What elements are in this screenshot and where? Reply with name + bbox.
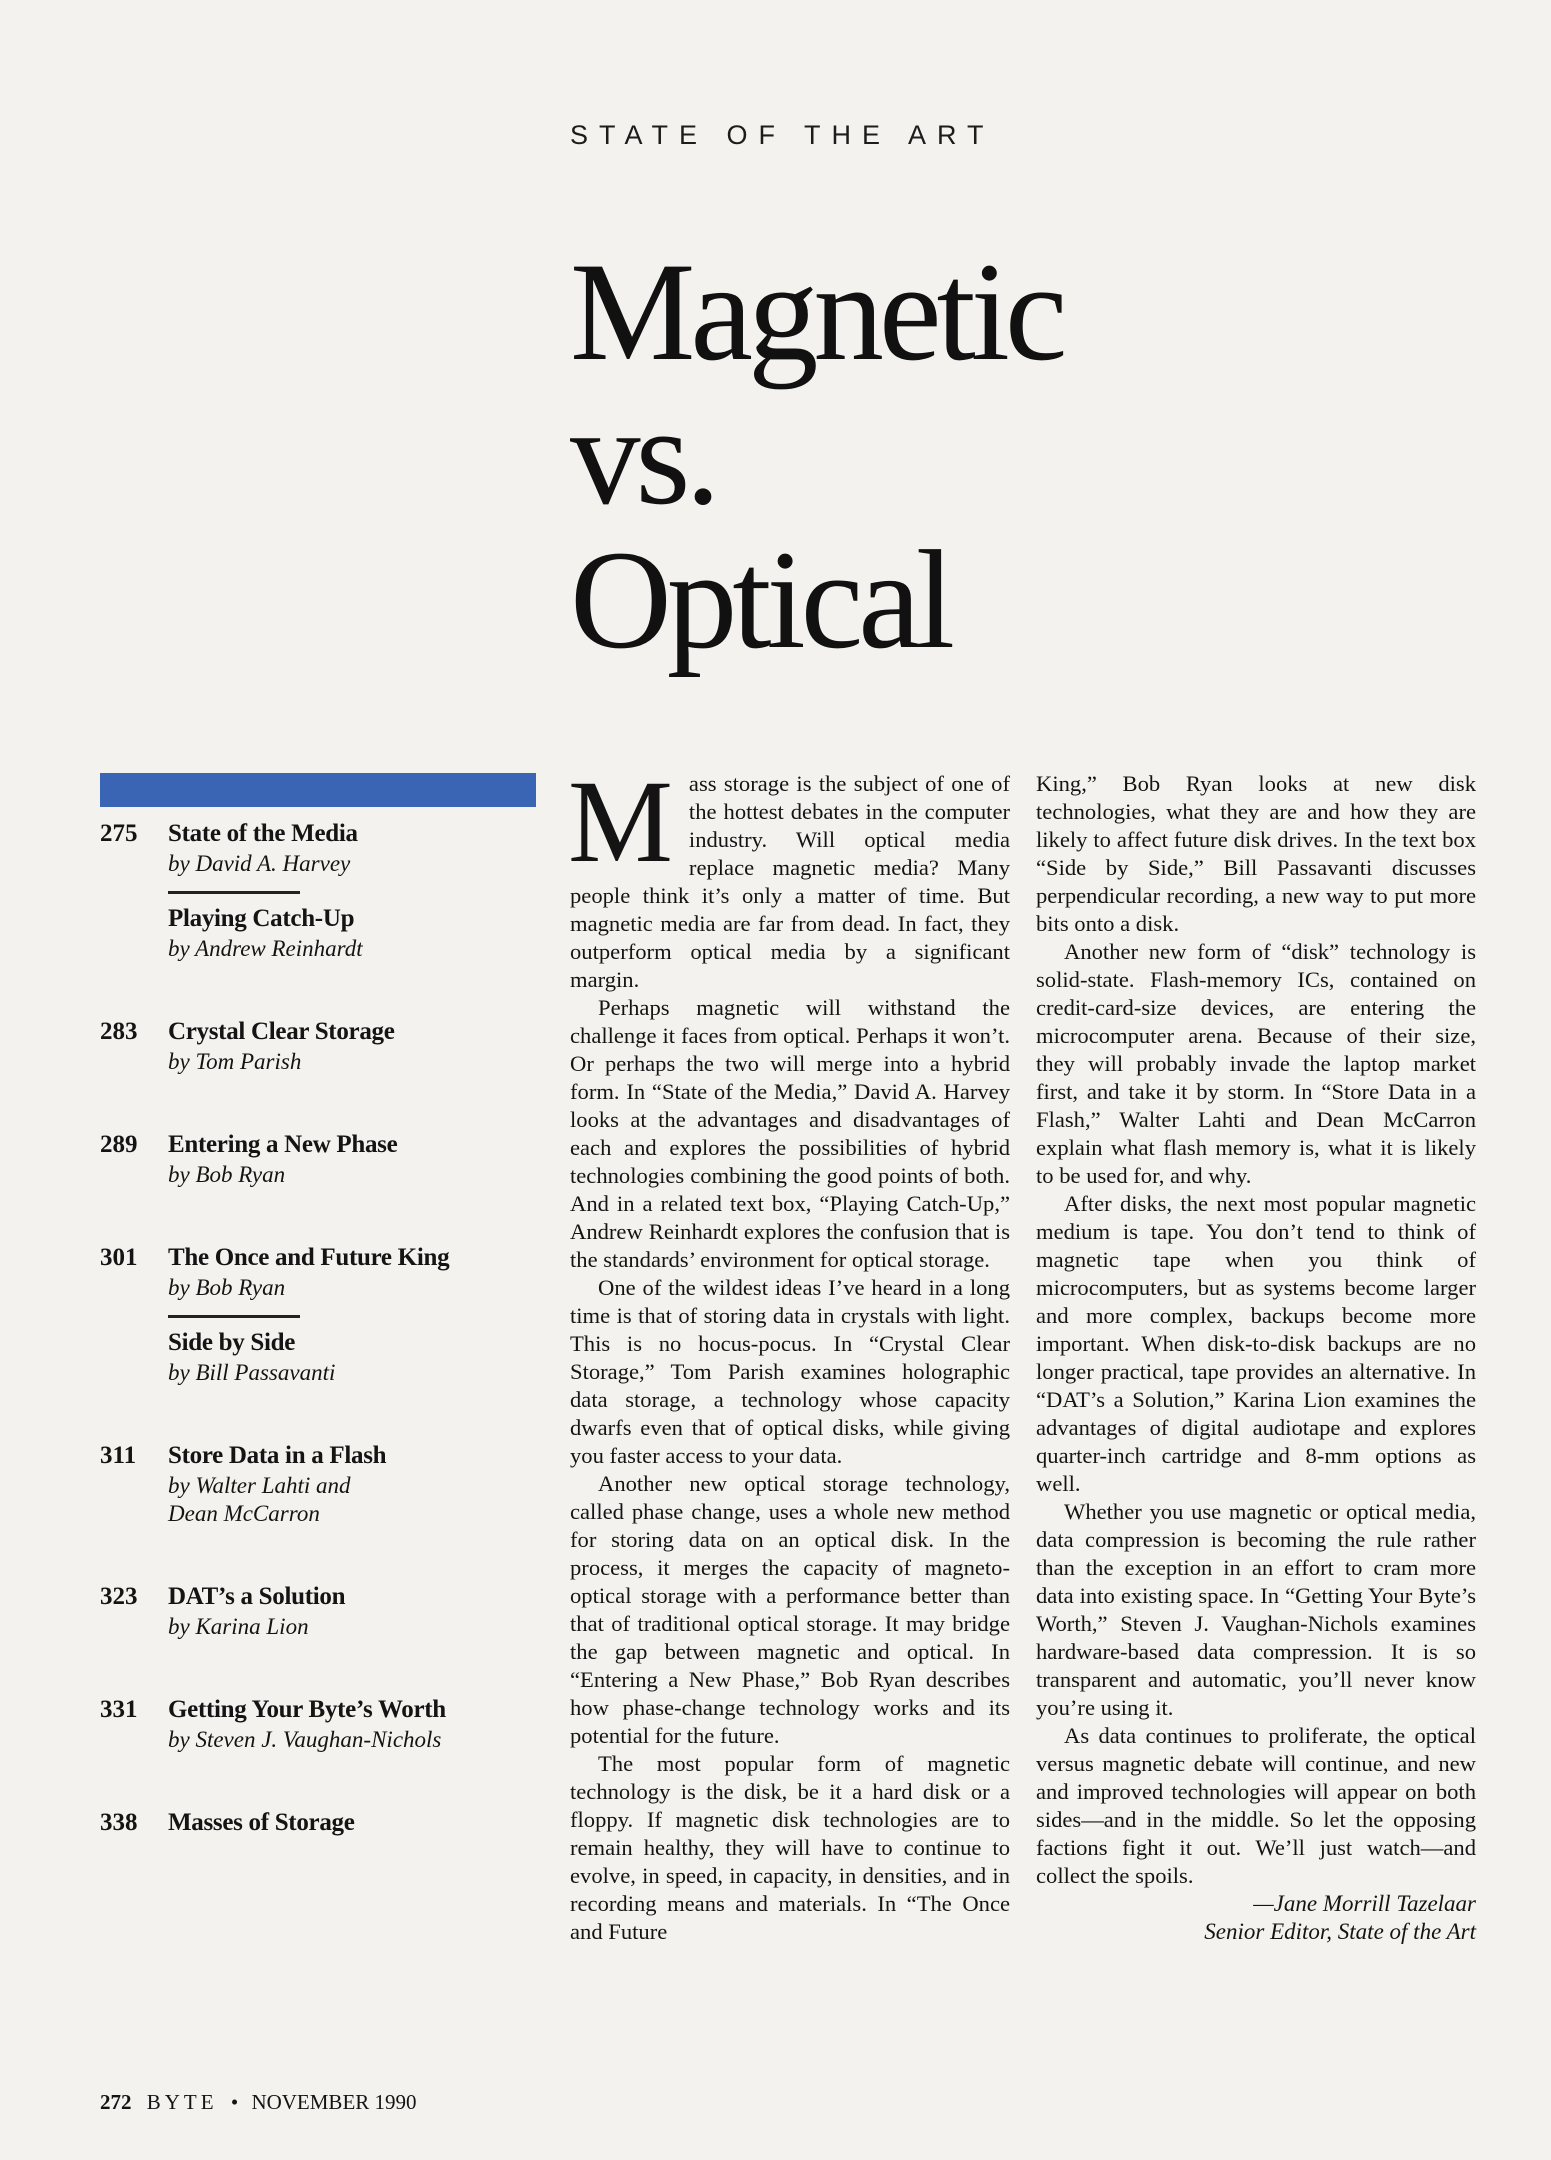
drop-cap: M — [568, 756, 673, 887]
title-line-1: Magnetic — [570, 234, 1063, 390]
toc-author-line: by Steven J. Vaughan-Nichols — [168, 1727, 442, 1752]
toc-divider — [168, 891, 300, 894]
article-paragraph: Another new optical storage technology, called phase change, uses a whole new method for storing data on an optical disk. In the process, it merges the capacity of magneto-optical storage with a performance better than that of traditional optical storage. It may bridge the gap between magnetic and optical. In “Entering a New Phase,” Bob Ryan describes how phase-change technology works and its potential for the future. — [570, 1471, 1010, 1748]
page-footer — [100, 2090, 417, 2115]
signature-title: Senior Editor, State of the Art — [1204, 1919, 1476, 1944]
toc-author — [168, 935, 363, 963]
toc-title: The Once and Future King — [168, 1244, 450, 1271]
article-paragraph: Whether you use magnetic or optical media, data compression is becoming the rule rather than the exception in an effort to cram more data into existing space. In “Getting Your Byte’s Worth,” Steven J. Vaughan-Nichols examines hardware-based data compression. It is so transparent and automatic, you’ll never know you’re using it. — [1036, 1499, 1476, 1720]
toc-author-line: Dean McCarron — [168, 1501, 320, 1526]
article-paragraph: Perhaps magnetic will withstand the challenge it faces from optical. Perhaps it won’t. Or perhaps the two will merge into a hybrid form. In “State of the Media,” David A. Harvey looks at the advantages and disadvantages of each and explores the possibilities of hybrid technologies combining the good points of both. And in a related text box, “Playing Catch-Up,” Andrew Reinhardt explores the confusion that is the standards’ environment for optical storage. — [570, 995, 1010, 1272]
toc-page-number: 289 — [100, 1131, 138, 1158]
footer-page-number: 272 — [100, 2090, 132, 2114]
toc-author — [168, 1613, 309, 1641]
toc-page-number: 283 — [100, 1018, 138, 1045]
article-paragraph: Another new form of “disk” technology is solid-state. Flash-memory ICs, contained on credit-card-size devices, are entering the microcomputer arena. Because of their size, they will probably invade the laptop market first, and take it by storm. In “Store Data in a Flash,” Walter Lahti and Dean McCarron explain what flash memory is, what it is likely to be used for, and why. — [1036, 939, 1476, 1188]
toc-author — [168, 1472, 351, 1528]
accent-bar — [100, 773, 536, 807]
footer-magazine: BYTE — [146, 2090, 218, 2114]
article-paragraph: One of the wildest ideas I’ve heard in a long time is that of storing data in crystals with light. This is no hocus-pocus. In “Crystal Clear Storage,” Tom Parish examines holographic data storage, a technology whose capacity dwarfs even that of optical disks, while giving you faster access to your data. — [570, 1275, 1010, 1468]
toc-author-line: by Bill Passavanti — [168, 1360, 336, 1385]
toc-title: Playing Catch-Up — [168, 905, 355, 932]
footer-separator: • — [230, 2090, 239, 2114]
toc-title: Masses of Storage — [168, 1809, 355, 1836]
title-line-3: Optical — [570, 522, 951, 678]
toc-title: Getting Your Byte’s Worth — [168, 1696, 446, 1723]
toc-author — [168, 1048, 301, 1076]
toc-author — [168, 1274, 285, 1302]
toc-divider — [168, 1315, 300, 1318]
article-title — [570, 234, 1370, 678]
toc-title: Side by Side — [168, 1329, 296, 1356]
toc-title: Store Data in a Flash — [168, 1442, 387, 1469]
article-paragraph: After disks, the next most popular magnetic medium is tape. You don’t tend to think of magnetic tape when you think of microcomputers, but as systems become larger and more complex, backups become more important. When disk-to-disk backups are no longer practical, tape provides an alternative. In “DAT’s a Solution,” Karina Lion examines the advantages of digital audiotape and explores quarter-inch cartridge and 8-mm options as well. — [1036, 1191, 1476, 1496]
toc-title: Crystal Clear Storage — [168, 1018, 395, 1045]
toc-author — [168, 1161, 285, 1189]
toc-page-number: 338 — [100, 1809, 138, 1836]
toc-page-number: 275 — [100, 820, 138, 847]
toc-author — [168, 1726, 441, 1754]
toc-page-number: 323 — [100, 1583, 138, 1610]
article-column-2 — [1036, 770, 1476, 1946]
article-paragraph: The most popular form of magnetic technology is the disk, be it a hard disk or a floppy. If magnetic disk technologies are to remain healthy, they will have to continue to evolve, in speed, in capacity, in densities, and in recording means and materials. In “The Once and Future — [570, 1751, 1010, 1944]
toc-author — [168, 1359, 335, 1387]
toc-author-line: by Bob Ryan — [168, 1162, 286, 1187]
article-column-1 — [568, 756, 1010, 1946]
article-paragraph — [568, 756, 1010, 994]
toc-author-line: by Karina Lion — [168, 1614, 309, 1639]
toc-title: State of the Media — [168, 820, 358, 847]
signature-name: —Jane Morrill Tazelaar — [1253, 1891, 1476, 1916]
footer-issue: NOVEMBER 1990 — [251, 2090, 417, 2114]
toc-page-number: 311 — [100, 1442, 137, 1469]
toc-title: Entering a New Phase — [168, 1131, 398, 1158]
toc-title: DAT’s a Solution — [168, 1583, 346, 1610]
toc-author-line: by David A. Harvey — [168, 851, 351, 876]
toc-page-number: 301 — [100, 1244, 138, 1271]
title-line-2: vs. — [570, 378, 716, 534]
article-paragraph: King,” Bob Ryan looks at new disk technologies, what they are and how they are likely to affect future disk drives. In the text box “Side by Side,” Bill Passavanti discusses perpendicular recording, a new way to put more bits onto a disk. — [1036, 771, 1476, 936]
toc-author-line: by Andrew Reinhardt — [168, 936, 363, 961]
toc-author-line: by Bob Ryan — [168, 1275, 286, 1300]
article-paragraph: As data continues to proliferate, the optical versus magnetic debate will continue, and new and improved technologies will appear on both sides—and in the middle. So let the opposing factions fight it out. We’ll just watch—and collect the spoils. — [1036, 1723, 1476, 1888]
toc-author-line: by Walter Lahti and — [168, 1473, 351, 1498]
toc-page-number: 331 — [100, 1696, 138, 1723]
paragraph-text: ass storage is the subject of one of the hottest debates in the computer industry. Will optical media replace magnetic media? Many people think it’s only a matter of time. But magnetic media are far from dead. In fact, they outperform optical media by a significant margin. — [570, 771, 1010, 992]
toc-author — [168, 850, 350, 878]
section-kicker: STATE OF THE ART — [570, 120, 995, 150]
toc-author-line: by Tom Parish — [168, 1049, 302, 1074]
